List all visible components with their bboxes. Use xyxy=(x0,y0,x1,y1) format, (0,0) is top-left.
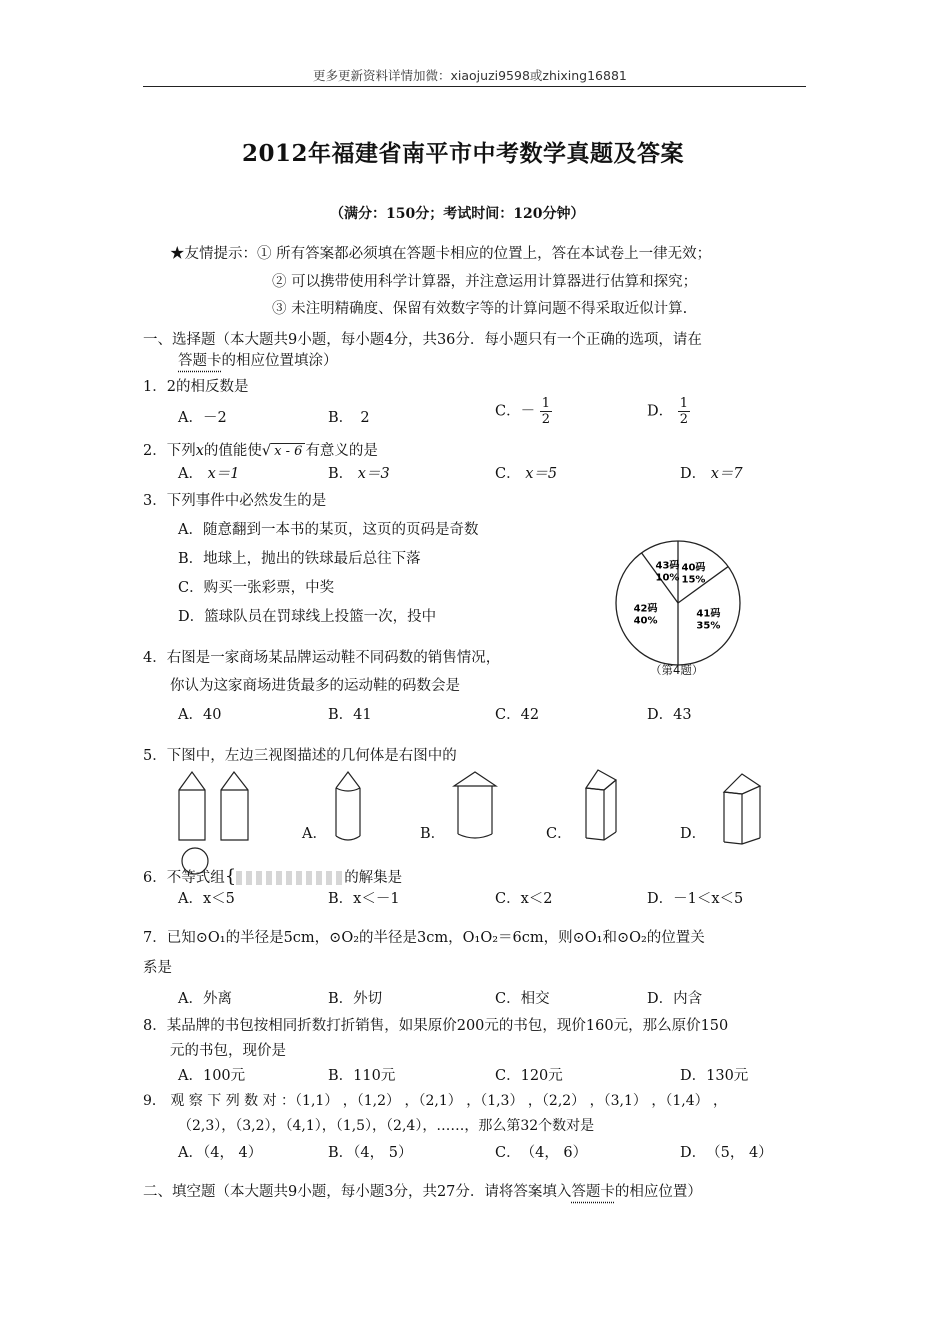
q7-option-b: B．外切 xyxy=(328,991,383,1007)
q1-option-a: A．－2 xyxy=(178,410,227,426)
q1-option-d xyxy=(647,396,690,427)
figure-caption-4: （第4题） xyxy=(650,663,704,677)
q2-radicand: x - 6 xyxy=(271,443,305,459)
q1-stem: 1．2的相反数是 xyxy=(143,379,249,395)
pie-label-percent: 15% xyxy=(681,574,706,586)
opt-label: D． xyxy=(680,466,707,482)
tip-2: ② 可以携带使用科学计算器，并注意运用计算器进行估算和探究； xyxy=(272,274,698,290)
option-b-solid xyxy=(454,772,496,838)
q2-option-d xyxy=(680,462,743,483)
section1-heading: 一、选择题（本大题共9小题，每小题4分，共36分．每小题只有一个正确的选项，请在 xyxy=(143,332,702,348)
side-view xyxy=(221,772,248,840)
opt-value: x＝1 xyxy=(207,466,240,482)
tips-lead: ★友情提示： xyxy=(170,246,257,262)
q8-option-b: B．110元 xyxy=(328,1068,396,1084)
q2-stem-c: 有意义的是 xyxy=(305,443,378,459)
q5-option-d: D． xyxy=(680,826,707,842)
q2-option-a xyxy=(178,462,240,483)
q5-stem: 5．下图中，左边三视图描述的几何体是右图中的 xyxy=(143,748,457,764)
q8-option-d: D．130元 xyxy=(680,1068,749,1084)
section2-dotted: 答题卡 xyxy=(571,1184,615,1200)
frac-denominator: 2 xyxy=(541,412,550,427)
q2-option-c xyxy=(495,462,557,483)
opt-value: x＝5 xyxy=(525,466,558,482)
pie-label-category: 41码 xyxy=(696,608,721,620)
inequality-system-brace: { xyxy=(224,866,237,887)
q9-stem-1: 9． 观 察 下 列 数 对 ：（1,1） ，（1,2） ，（2,1） ，（1,3） ，（2,2） ，（3,1） ，（1,4） ， xyxy=(143,1093,728,1109)
q6-stem xyxy=(143,866,402,887)
q6-option-c: C．x＜2 xyxy=(495,891,553,907)
q6-option-d: D．－1＜x＜5 xyxy=(647,891,744,907)
q4-stem-1: 4．右图是一家商场某品牌运动鞋不同码数的销售情况， xyxy=(143,650,501,666)
tip-3: ③ 未注明精确度、保留有效数字等的计算问题不得采取近似计算. xyxy=(272,301,688,317)
q4-option-c: C．42 xyxy=(495,707,540,723)
pie-label-category: 42码 xyxy=(633,603,658,615)
opt-value: x＝3 xyxy=(357,466,390,482)
tips xyxy=(170,242,711,263)
frac-numerator: 1 xyxy=(541,396,550,411)
tip-1: ① 所有答案都必须填在答题卡相应的位置上，答在本试卷上一律无效； xyxy=(257,246,712,262)
section1-rest: 的相应位置填涂） xyxy=(221,353,338,369)
q8-option-a: A．100元 xyxy=(178,1068,246,1084)
q5-option-a: A． xyxy=(302,826,327,842)
pie-label-category: 43码 xyxy=(655,560,680,572)
opt-label: A． xyxy=(178,466,203,482)
q5-option-c: C． xyxy=(546,826,572,842)
q9-option-d: D． （5， 4） xyxy=(680,1145,773,1161)
q2-stem-b: 的值能使 xyxy=(203,443,262,459)
pie-label-percent: 40% xyxy=(633,615,658,627)
q1-option-d-label: D． xyxy=(647,403,674,420)
pie-label-percent: 35% xyxy=(696,620,721,632)
frac-denominator: 2 xyxy=(679,412,689,427)
exam-info: （满分：150分；考试时间：120分钟） xyxy=(330,206,585,222)
q1-option-b: B． 2 xyxy=(328,410,370,426)
pie-label-percent: 10% xyxy=(655,572,680,584)
q1-option-c xyxy=(495,396,552,427)
q6-stem-a: 6．不等式组 xyxy=(143,870,225,886)
q9-option-b: B．（4， 5） xyxy=(328,1145,413,1161)
header-rule xyxy=(143,86,806,87)
opt-label: B． xyxy=(328,466,354,482)
q2-stem-a: 2．下列 xyxy=(143,443,196,459)
pie-chart xyxy=(612,537,744,669)
q4-option-b: B．41 xyxy=(328,707,372,723)
option-c-solid xyxy=(586,770,616,840)
q6-stem-b: 的解集是 xyxy=(344,870,403,886)
option-d-solid xyxy=(724,774,760,844)
q4-option-a: A．40 xyxy=(178,707,222,723)
section2-heading xyxy=(143,1180,702,1201)
q8-stem-2: 元的书包，现价是 xyxy=(170,1043,286,1059)
q9-stem-2: （2,3），（3,2），（4,1），（1,5），（2,4），……，那么第32个数对是 xyxy=(178,1118,595,1134)
option-a-solid xyxy=(336,772,360,840)
q7-stem-2: 系是 xyxy=(143,960,172,976)
header-note: 更多更新资料详情加微：xiaojuzi9598或zhixing16881 xyxy=(313,68,627,83)
q7-option-d: D．内含 xyxy=(647,991,703,1007)
frac-numerator: 1 xyxy=(679,396,689,411)
q7-stem-1: 7．已知⊙O₁的半径是5cm，⊙O₂的半径是3cm，O₁O₂＝6cm，则⊙O₁和⊙O₂的位置关 xyxy=(143,930,705,946)
page-title: 2012年福建省南平市中考数学真题及答案 xyxy=(242,140,685,167)
q9-option-c: C． （4， 6） xyxy=(495,1145,588,1161)
q7-option-c: C．相交 xyxy=(495,991,550,1007)
q8-stem-1: 8．某品牌的书包按相同折数打折销售，如果原价200元的书包，现价160元，那么原价150 xyxy=(143,1018,729,1034)
front-view xyxy=(179,772,205,840)
q2-option-b xyxy=(328,462,390,483)
q6-option-b: B．x＜－1 xyxy=(328,891,400,907)
q4-option-d: D．43 xyxy=(647,707,692,723)
section2-text-a: 二、填空题（本大题共9小题，每小题3分，共27分．请将答案填入 xyxy=(143,1184,572,1200)
q6-option-a: A．x＜5 xyxy=(178,891,235,907)
q3-option-c: C．购买一张彩票，中奖 xyxy=(178,580,335,596)
q1-fraction-c xyxy=(540,396,552,427)
section1-heading-cont xyxy=(178,349,338,370)
section1-dotted: 答题卡 xyxy=(178,353,222,369)
q5-option-b: B． xyxy=(420,826,446,842)
q7-option-a: A．外离 xyxy=(178,991,232,1007)
q3-stem: 3．下列事件中必然发生的是 xyxy=(143,493,327,509)
q8-option-c: C．120元 xyxy=(495,1068,563,1084)
pie-label-category: 40码 xyxy=(681,562,706,574)
q3-option-b: B．地球上，抛出的铁球最后总往下落 xyxy=(178,551,421,567)
inequality-system xyxy=(236,871,344,885)
opt-value: x＝7 xyxy=(710,466,743,482)
q2-var: x xyxy=(195,443,204,459)
opt-label: C． xyxy=(495,466,521,482)
section2-text-b: 的相应位置） xyxy=(614,1184,702,1200)
q1-fraction-d xyxy=(678,396,690,427)
q1-option-c-label: C．－ xyxy=(495,403,536,420)
q9-option-a: A．（4， 4） xyxy=(178,1145,263,1161)
q3-option-a: A．随意翻到一本书的某页，这页的页码是奇数 xyxy=(178,522,479,538)
q2-stem: 2．下列x的值能使√ x - 6 有意义的是 xyxy=(143,443,378,459)
q4-stem-2: 你认为这家商场进货最多的运动鞋的码数会是 xyxy=(170,678,460,694)
q3-option-d: D．篮球队员在罚球线上投篮一次，投中 xyxy=(178,609,437,625)
